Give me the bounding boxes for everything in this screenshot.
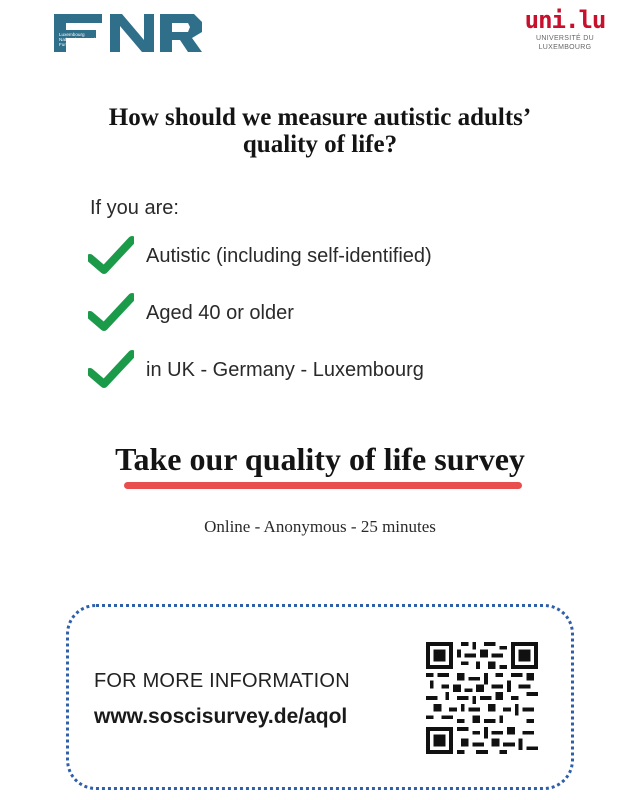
uni-lu-wordmark: uni.lu (524, 6, 606, 34)
uni-lu-subtitle-2: LUXEMBOURG (538, 44, 592, 51)
list-item (88, 348, 568, 392)
check-icon (88, 236, 134, 276)
page-title-line-2: quality of life? (242, 131, 398, 158)
eligibility-intro: If you are: (90, 197, 179, 219)
survey-call-to-action: Take our quality of life survey (115, 441, 525, 477)
list-item (88, 234, 568, 278)
survey-details: Online - Anonymous - 25 minutes (204, 517, 436, 536)
survey-url-link[interactable]: www.soscisurvey.de/aqol (94, 705, 348, 728)
page-title (40, 104, 600, 158)
check-icon (88, 293, 134, 333)
eligibility-list (88, 234, 568, 405)
uni-lu-subtitle-1: UNIVERSITÉ DU (536, 35, 594, 42)
criterion-text: Aged 40 or older (146, 301, 294, 324)
uni-lu-logo (520, 6, 610, 52)
criterion-text: in UK - Germany - Luxembourg (146, 358, 424, 381)
list-item (88, 291, 568, 335)
info-label: FOR MORE INFORMATION (94, 670, 350, 692)
page-title-line-1: How should we measure autistic adults’ (108, 104, 532, 131)
check-icon (88, 350, 134, 390)
cta-underline (124, 482, 522, 489)
criterion-text: Autistic (including self-identified) (146, 244, 432, 267)
qr-code[interactable] (426, 642, 538, 754)
fnr-logo-text: Luxembourg National Research Fund (59, 32, 97, 47)
